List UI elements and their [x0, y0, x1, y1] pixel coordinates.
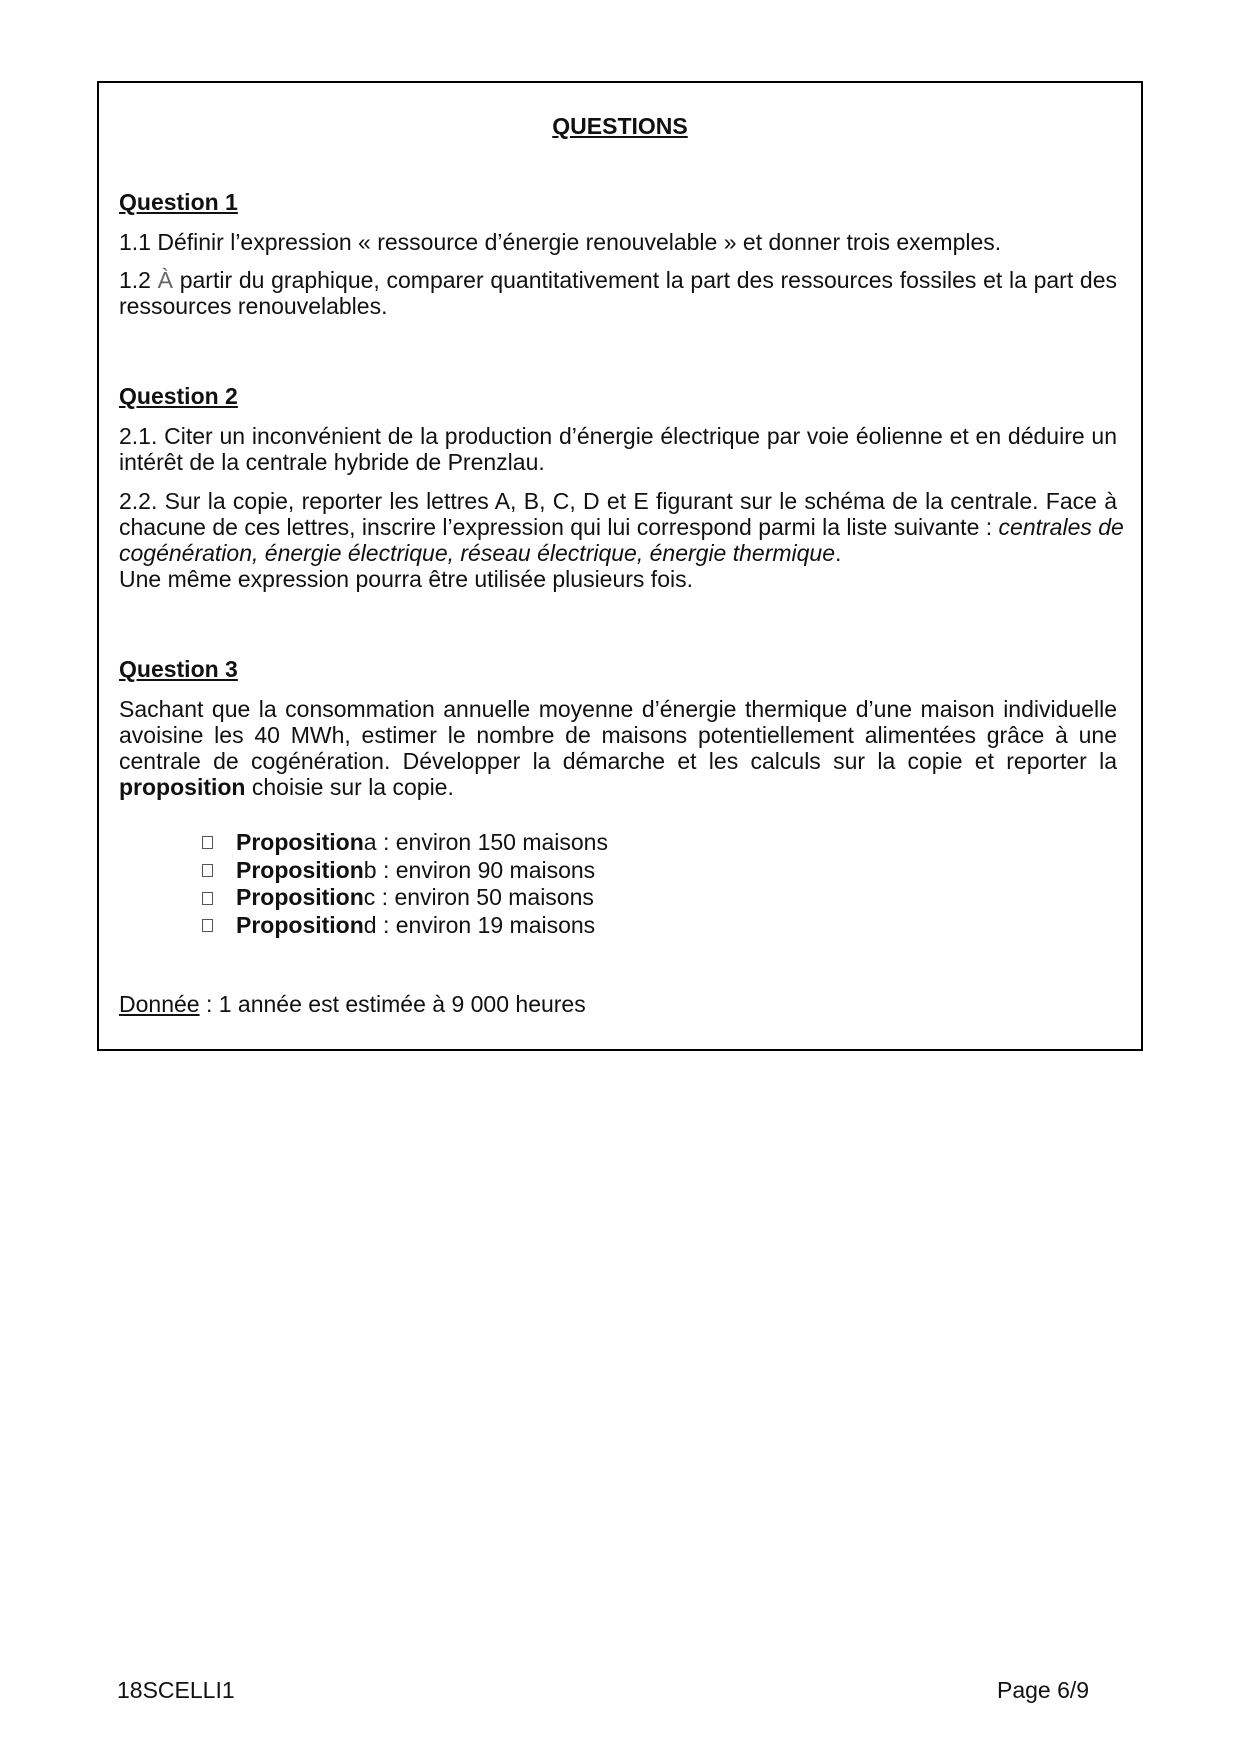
proposition-label: Proposition — [236, 884, 364, 911]
question-2-2-line-2 — [119, 514, 1124, 540]
proposition-text: a : environ 150 maisons — [363, 829, 608, 855]
proposition-keyword: proposition — [119, 774, 246, 800]
checkbox-icon[interactable] — [202, 864, 213, 877]
question-2-2-line-1: 2.2. Sur la copie, reporter les lettres A, B, C, D et E figurant sur le schéma de la centrale. Face à — [119, 488, 1117, 514]
question-3-line-3: centrale de cogénération. Développer la démarche et les calculs sur la copie et reporter la — [119, 748, 1117, 774]
questions-frame — [97, 81, 1143, 1051]
page-number: Page 6/9 — [997, 1677, 1090, 1703]
question-3-line-4 — [119, 774, 1117, 800]
question-1-1-line: 1.1 Définir l’expression « ressource d’énergie renouvelable » et donner trois exemples. — [119, 229, 1002, 255]
proposition-text: c : environ 50 maisons — [363, 884, 594, 911]
exam-code: 18SCELLI1 — [117, 1677, 235, 1703]
question-2-2-line-3 — [119, 540, 1117, 566]
checkbox-icon[interactable] — [202, 919, 213, 932]
proposition-label: Proposition — [236, 912, 364, 939]
question-2-heading: Question 2 — [119, 383, 238, 409]
question-3-line-4-rest: choisie sur la copie. — [245, 774, 454, 800]
question-1-2-line-1 — [119, 267, 1117, 293]
checkbox-icon[interactable] — [202, 892, 213, 905]
section-title: QUESTIONS — [552, 113, 688, 139]
question-1-2-text — [119, 267, 1117, 319]
proposition-list — [202, 829, 608, 940]
proposition-option-a[interactable] — [202, 829, 608, 857]
question-1-1-text — [119, 229, 1117, 255]
question-2-2-line-4: Une même expression pourra être utilisée plusieurs fois. — [119, 566, 693, 592]
question-1-2-line-1-rest: partir du graphique, comparer quantitativement la part des ressources fossiles et la part des — [173, 267, 1117, 293]
question-3-line-1: Sachant que la consommation annuelle moyenne d’énergie thermique d’une maison individuelle — [119, 696, 1117, 722]
question-2-2-expressions-list: cogénération, énergie électrique, réseau électrique, énergie thermique — [119, 540, 836, 566]
question-2-2-text — [119, 488, 1124, 592]
proposition-text: b : environ 90 maisons — [363, 856, 596, 883]
donnee-text: : 1 année est estimée à 9 000 heures — [199, 991, 586, 1017]
proposition-label: Proposition — [236, 829, 364, 855]
donnee-label: Donnée — [119, 991, 200, 1017]
proposition-option-d[interactable] — [202, 912, 608, 940]
checkbox-icon[interactable] — [202, 836, 213, 849]
proposition-option-c[interactable] — [202, 884, 608, 912]
proposition-label: Proposition — [236, 856, 364, 883]
question-2-2-line-3-end: . — [835, 540, 842, 566]
question-1-2-accent: À — [157, 267, 174, 293]
question-3-line-2: avoisine les 40 MWh, estimer le nombre de maisons potentiellement alimentées grâce à une — [119, 722, 1117, 748]
question-2-1-text — [119, 423, 1117, 475]
donnee-note — [119, 991, 586, 1017]
question-3-text — [119, 696, 1117, 800]
question-2-2-line-2-normal: chacune de ces lettres, inscrire l’expression qui lui correspond parmi la liste suivante : — [119, 514, 999, 540]
proposition-text: d : environ 19 maisons — [363, 912, 596, 939]
question-1-2-number: 1.2 — [119, 267, 158, 293]
question-3-heading: Question 3 — [119, 656, 238, 682]
question-2-1-line-2: intérêt de la centrale hybride de Prenzlau. — [119, 449, 545, 475]
question-2-1-line-1: 2.1. Citer un inconvénient de la production d’énergie électrique par voie éolienne et en déduire un — [119, 423, 1117, 449]
question-1-2-line-2: ressources renouvelables. — [119, 293, 388, 319]
proposition-option-b[interactable] — [202, 857, 608, 885]
question-1-heading: Question 1 — [119, 189, 238, 215]
question-2-2-line-2-italic: centrales de — [998, 514, 1124, 540]
